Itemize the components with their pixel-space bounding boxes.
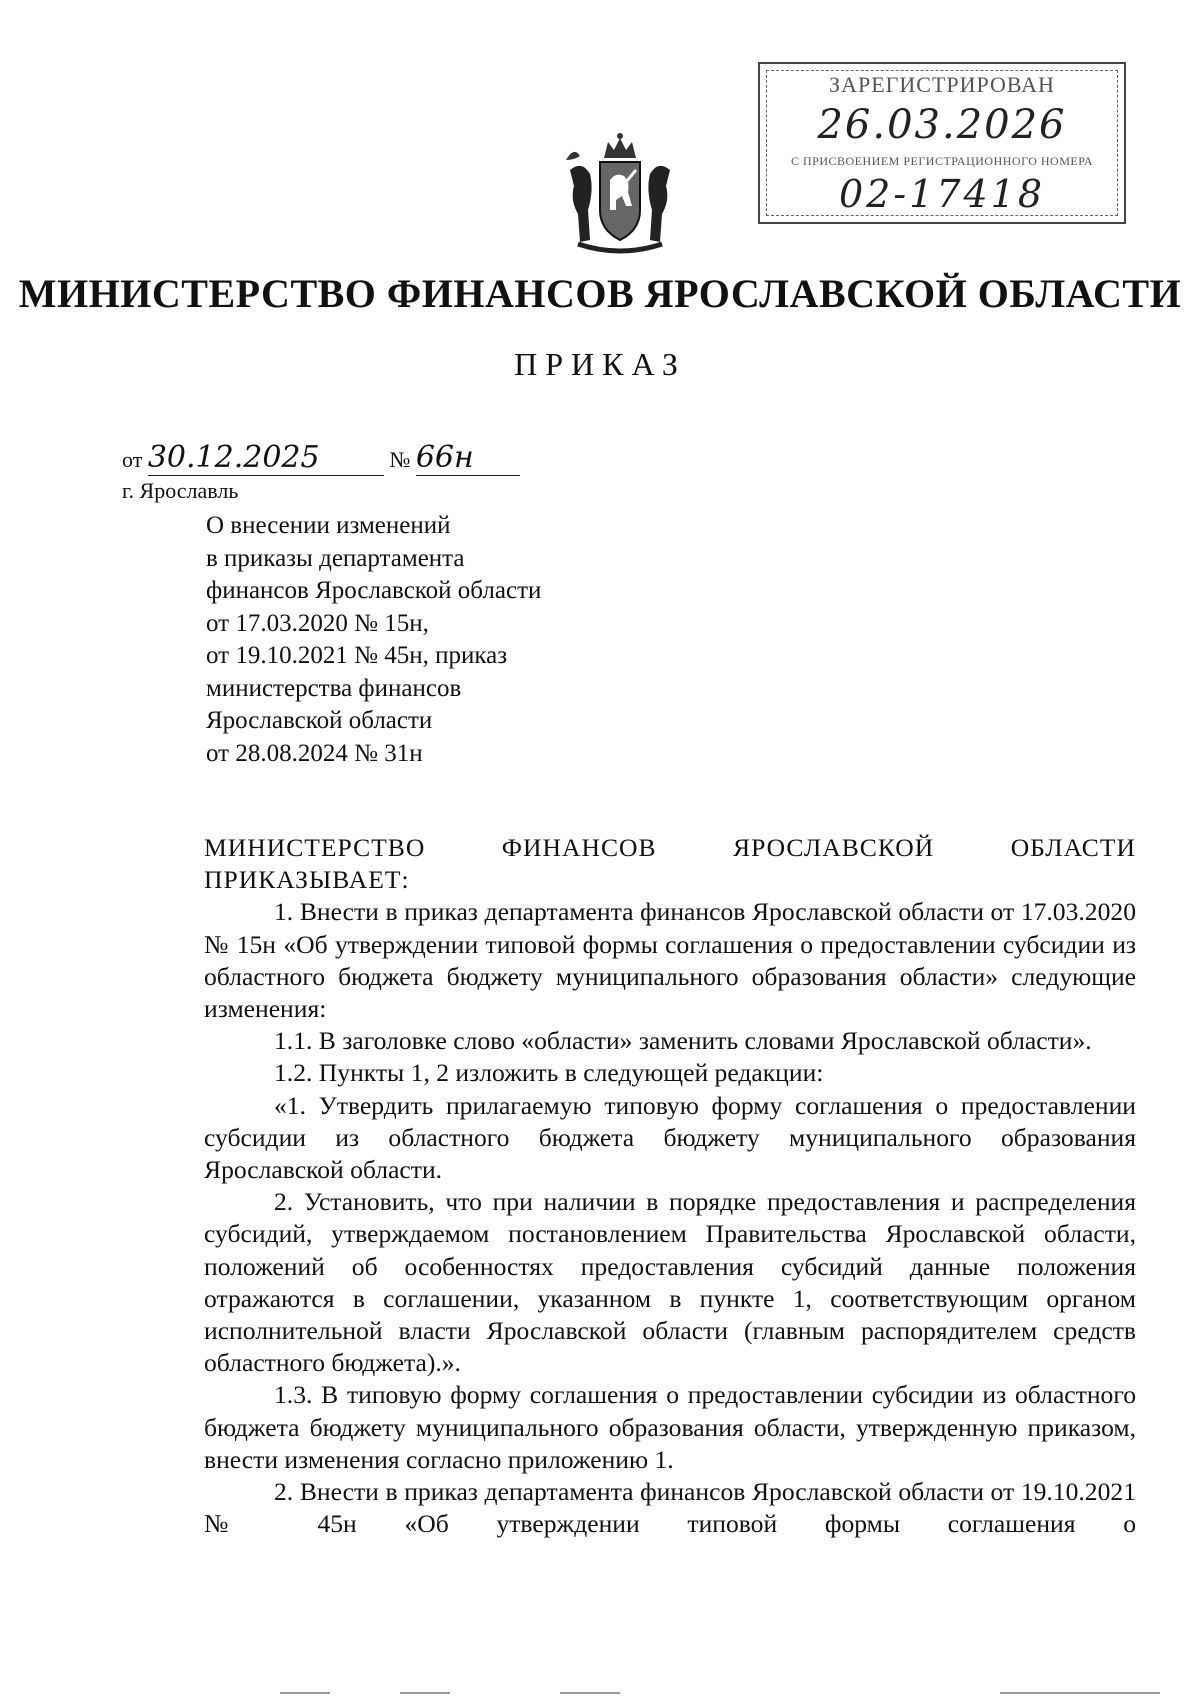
document-type: ПРИКАЗ: [514, 346, 686, 382]
paragraph-2: 2. Внести в приказ департамента финансов Ярославской области от 19.10.2021 № 45н «Об утверждении типовой формы соглашения о: [204, 1477, 1136, 1539]
order-date-number-line: [122, 440, 520, 476]
stamp-registered-label: ЗАРЕГИСТРИРОВАН: [829, 72, 1055, 97]
order-subject: [206, 510, 541, 770]
decree-intro: МИНИСТЕРСТВО ФИНАНСОВ ЯРОСЛАВСКОЙ ОБЛАСТИ ПРИКАЗЫВАЕТ:: [204, 833, 1136, 895]
city: г. Ярославль: [122, 478, 239, 503]
ministry-title: МИНИСТЕРСТВО ФИНАНСОВ ЯРОСЛАВСКОЙ ОБЛАСТИ: [18, 271, 1182, 316]
order-number: 66н: [416, 440, 520, 476]
scan-artifact: [1000, 1692, 1160, 1694]
scan-artifact: [400, 1692, 450, 1694]
quoted-item-2: 2. Установить, что при наличии в порядке предоставления и распределения субсидий, утверждаемом постановлением Правительства Ярославской области, положений об особенностях предоставления субсидий данные положения отражаются в соглашении, указанном в пункте 1, соответствующим органом исполнительной власти Ярославской области (главным распорядителем средств областного бюджета).».: [204, 1187, 1136, 1378]
subject-line: в приказы департамента: [206, 544, 465, 572]
order-date: 30.12.2025: [148, 440, 384, 476]
subject-line: от 28.08.2024 № 31н: [206, 739, 423, 767]
quoted-item-1: «1. Утвердить прилагаемую типовую форму соглашения о предоставлении субсидии из областного бюджета бюджету муниципального образования Ярославской области.: [204, 1090, 1136, 1185]
subject-line: О внесении изменений: [206, 512, 451, 539]
subject-line: от 17.03.2020 № 15н,: [206, 609, 429, 637]
scan-artifact: [560, 1692, 620, 1694]
paragraph-1-3: 1.3. В типовую форму соглашения о предоставлении субсидии из областного бюджета бюджету муниципального образования области, утвержденную приказом, внести изменения согласно приложению 1.: [204, 1380, 1136, 1474]
stamp-date: 26.03.2026: [817, 102, 1067, 148]
from-label: от: [122, 447, 143, 472]
yaroslavl-coat-of-arms-icon: [560, 130, 680, 260]
stamp-number: 02-17418: [838, 172, 1046, 216]
stamp-assigned-label: С ПРИСВОЕНИЕМ РЕГИСТРАЦИОННОГО НОМЕРА: [790, 154, 1094, 168]
registration-stamp: [758, 62, 1126, 224]
scan-artifact: [280, 1692, 330, 1694]
subject-line: от 19.10.2021 № 45н, приказ: [206, 642, 508, 669]
subject-line: министерства финансов: [206, 674, 462, 702]
subject-line: финансов Ярославской области: [206, 577, 542, 604]
paragraph-1-2: 1.2. Пункты 1, 2 изложить в следующей редакции:: [274, 1058, 824, 1088]
number-label: №: [389, 447, 411, 472]
order-body: [204, 832, 1136, 1540]
paragraph-1-1: 1.1. В заголовке слово «области» заменить словами Ярославской области».: [274, 1026, 1092, 1056]
paragraph-1: 1. Внести в приказ департамента финансов Ярославской области от 17.03.2020 № 15н «Об утверждении типовой формы соглашения о предоставлении субсидии из областного бюджета бюджету муниципального образования области» следующие изменения:: [204, 897, 1136, 1024]
subject-line: Ярославской области: [206, 707, 433, 734]
